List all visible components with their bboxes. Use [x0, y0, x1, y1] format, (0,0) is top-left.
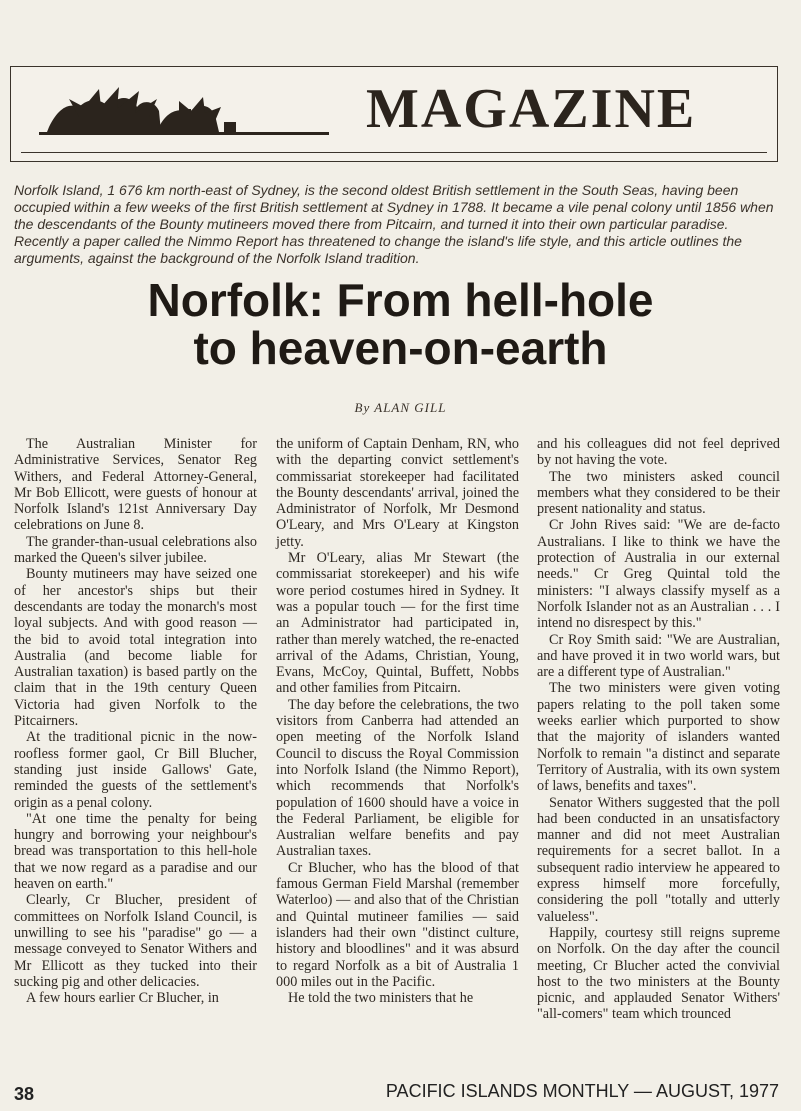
paragraph: At the traditional picnic in the now-roofless former gaol, Cr Bill Blucher, standing just inside Gallows' Gate, reminded the guests of the settlement's origin as a penal colony.	[14, 729, 257, 811]
paragraph: He told the two ministers that he	[288, 990, 474, 1007]
article-column-1	[14, 436, 257, 1006]
paragraph: The grander-than-usual celebrations also marked the Queen's silver jubilee.	[14, 533, 257, 567]
masthead-banner	[10, 66, 778, 162]
paragraph: Senator Withers suggested that the poll had been conducted in an unsatisfactory manner and did not meet Australian requirements for a secret ballot. In a subsequent radio interview he appeared to express himself more forcefully, considering the poll "totally and utterly valueless".	[537, 794, 780, 925]
paragraph: Cr John Rives said: "We are de-facto Australians. I like to think we have the protection of Australia in our external needs." Cr Greg Quintal told the ministers: "I always classify myself as a Norfolk Islander not as an Australian . . . I intend no disrespect by this."	[537, 517, 780, 632]
paragraph: A few hours earlier Cr Blucher, in	[26, 990, 219, 1007]
paragraph: The two ministers were given voting papers relating to the poll taken some weeks earlier which purported to show that the majority of islanders wanted Norfolk to remain "a distinct and separate Territory of Australia, with its own system of laws, benefits and taxes".	[537, 680, 780, 795]
paragraph: Clearly, Cr Blucher, president of committees on Norfolk Island Council, is unwilling to see his "paradise" go — a message conveyed to Senator Withers and Mr Ellicott as they tucked into their sucking pig and other delicacies.	[14, 892, 257, 990]
paragraph: The Australian Minister for Administrative Services, Senator Reg Withers, and Federal Attorney-General, Mr Bob Ellicott, were guests of honour at Norfolk Island's 121st Anniversary Day celebrations on June 8.	[14, 436, 257, 534]
headline	[0, 276, 801, 372]
page-number: 38	[14, 1084, 35, 1104]
article-column-2	[276, 436, 519, 1006]
paragraph: Cr Roy Smith said: "We are Australian, and have proved it in two world wars, but are a different type of Australian."	[537, 631, 780, 681]
publication-line: PACIFIC ISLANDS MONTHLY — AUGUST, 1977	[385, 1081, 779, 1101]
paragraph: The day before the celebrations, the two visitors from Canberra had attended an open meeting of the Norfolk Island Council to discuss the Royal Commission into Norfolk Island (the Nimmo Report), which recommends that Norfolk's population of 1600 should have a voice in the Federal Parliament, be eligible for Australian welfare benefits and pay Australian taxes.	[276, 696, 519, 860]
paragraph: Mr O'Leary, alias Mr Stewart (the commissariat storekeeper) and his wife wore period costumes hired in Sydney. It was a popular touch — for the first time an Administrator had participated in, rather than merely watched, the re-enacted arrival of the Adams, Christian, Young, Evans, McCoy, Quintal, Buffett, Nobbs and other families from Pitcairn.	[276, 550, 519, 697]
intro-paragraph: Norfolk Island, 1 676 km north-east of Sydney, is the second oldest British settlement in the South Seas, having been occupied within a few weeks of the first British settlement at Sydney in 1788. It became a vile penal colony until 1856 when the descendants of the Bounty mutineers moved there from Pitcairn, and turned it into their own particular paradise. Recently a paper called the Nimmo Report has threatened to change the island's life style, and this article outlines the arguments, against the background of the Norfolk Island tradition.	[14, 182, 774, 266]
paragraph: Happily, courtesy still reigns supreme on Norfolk. On the day after the council meeting, Cr Blucher acted the convivial host to the two ministers at the Bounty picnic, and applauded Senator Withers' "all-comers" team which trounced	[537, 924, 780, 1023]
paragraph: Bounty mutineers may have seized one of her ancestor's ships but their descendants are today the monarch's most loyal subjects. And with good reason — the bid to avoid total integration into Australia (and become liable for Australian taxation) is based partly on the claim that in the 19th century Queen Victoria had given Norfolk to the Pitcairners.	[14, 566, 257, 730]
paragraph: The two ministers asked council members what they considered to be their present nationality and status.	[537, 468, 780, 518]
paragraph: and his colleagues did not feel deprived by not having the vote.	[537, 436, 780, 469]
section-title: MAGAZINE	[366, 78, 697, 140]
paragraph: Cr Blucher, who has the blood of that famous German Field Marshal (remember Waterloo) — and also that of the Christian and Quintal mutineer families — said islanders had their own "distinct culture, history and bloodlines" and it was absurd to regard Norfolk as a bit of Australia 1 000 miles out in the Pacific.	[276, 859, 519, 990]
article-column-3	[537, 436, 780, 1023]
byline: By ALAN GILL	[354, 400, 447, 415]
paragraph: "At one time the penalty for being hungry and borrowing your neighbour's bread was transportation to this hell-hole that we now regard as a paradise and our heaven on earth."	[14, 810, 257, 893]
banner-rule	[21, 152, 767, 153]
headline-line-1: Norfolk: From hell-hole	[147, 274, 654, 326]
paragraph: the uniform of Captain Denham, RN, who with the departing convict settlement's commissariat storekeeper had facilitated the Bounty descendants' arrival, joined the Administrator of Norfolk, Mr Desmond O'Leary, and Mrs O'Leary at Kingston jetty.	[276, 436, 519, 550]
headline-line-2: to heaven-on-earth	[193, 322, 608, 374]
palm-trees-illustration	[39, 77, 339, 145]
